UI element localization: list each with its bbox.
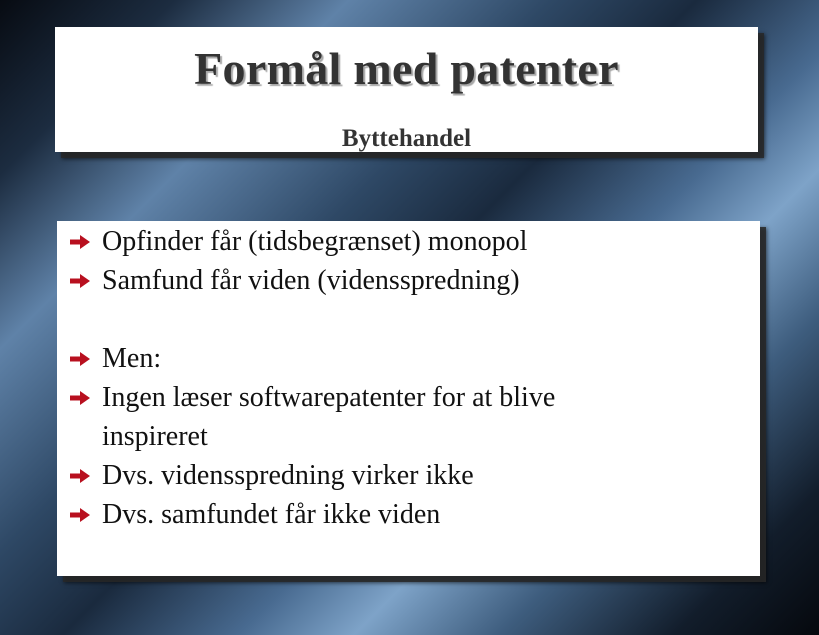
bullet-text: Dvs. vidensspredning virker ikke [102,460,474,491]
bullet-item [57,495,760,534]
bullet-item [57,261,760,300]
right-arrow-icon [69,351,91,367]
bullet-item [57,456,760,495]
right-arrow-icon [69,273,91,289]
bullet-item [57,222,760,261]
bullet-text: Dvs. samfundet får ikke viden [102,499,441,530]
bullet-item [57,378,662,456]
slide-subtitle: Byttehandel [341,125,472,152]
bullet-list [57,222,760,534]
bullet-text: Samfund får viden (vidensspredning) [102,265,520,296]
bullet-text: Opfinder får (tidsbegrænset) monopol [102,226,528,257]
bullet-text: Men: [102,343,162,374]
slide-title: Formål med patenter [194,43,619,94]
right-arrow-icon [69,468,91,484]
bullet-text: Ingen læser softwarepatenter for at blive inspireret [102,382,556,452]
title-box [55,27,758,152]
right-arrow-icon [69,507,91,523]
bullet-item [57,339,760,378]
right-arrow-icon [69,234,91,250]
right-arrow-icon [69,390,91,406]
content-box [57,221,760,576]
